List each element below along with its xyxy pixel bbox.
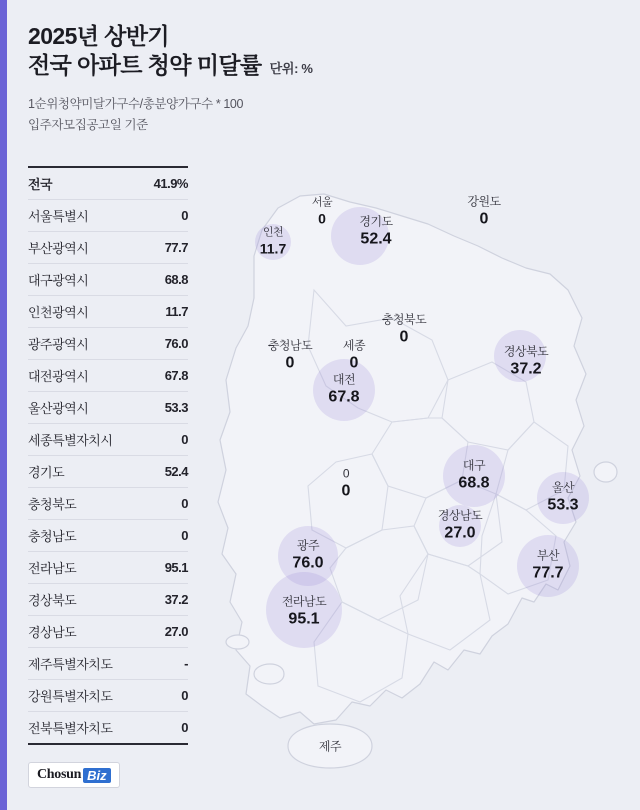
table-row [28, 456, 188, 488]
region-value: 76.0 [292, 555, 324, 573]
row-label: 대구광역시 [28, 273, 89, 288]
region-label-jeonbuk [342, 467, 351, 502]
region-name: 전라남도 [281, 594, 327, 609]
row-value: 53.3 [164, 400, 188, 415]
region-value: 11.7 [259, 240, 287, 257]
table-row [28, 552, 188, 584]
row-value: 11.7 [165, 304, 188, 319]
region-label-gyeongbuk [504, 345, 548, 380]
region-name: 인천 [262, 226, 284, 239]
region-name: 부산 [536, 548, 560, 563]
row-label: 전국 [28, 177, 53, 192]
region-value: 37.2 [510, 361, 542, 379]
region-name: 울산 [551, 480, 575, 495]
table-row [28, 360, 188, 392]
region-label-gyeonggi [359, 215, 392, 250]
row-label: 경상북도 [28, 593, 77, 608]
region-value: 52.4 [360, 231, 392, 249]
region-value: 0 [479, 211, 489, 229]
table-row [28, 264, 188, 296]
region-value: 77.7 [532, 565, 564, 583]
logo-biz-badge: Biz [83, 768, 111, 783]
row-label: 전라남도 [28, 561, 77, 576]
row-label: 제주특별자치도 [28, 657, 113, 672]
table-row [28, 680, 188, 712]
region-value: 0 [318, 210, 326, 227]
row-label: 충청남도 [28, 529, 77, 544]
table-row [28, 166, 188, 200]
region-label-daegu [458, 459, 489, 494]
region-label-gwangju [292, 539, 323, 574]
region-name: 대구 [462, 458, 486, 473]
subnote [28, 94, 243, 135]
row-value: 41.9% [153, 176, 188, 191]
region-value: 0 [285, 355, 295, 373]
table-row [28, 232, 188, 264]
row-label: 울산광역시 [28, 401, 89, 416]
region-label-daejeon [328, 373, 359, 408]
row-value: 0 [181, 208, 188, 223]
unit-label: 단위: % [269, 61, 313, 77]
region-name: 강원도 [467, 194, 501, 209]
title-line-1: 2025년 상반기 [28, 23, 170, 49]
korea-map [196, 150, 626, 790]
row-value: 52.4 [164, 464, 188, 479]
region-name: 서울 [311, 196, 333, 209]
region-value: 67.8 [328, 389, 360, 407]
region-name: 충청남도 [267, 338, 313, 353]
table-row [28, 616, 188, 648]
table-row [28, 296, 188, 328]
region-name: 대전 [332, 372, 356, 387]
region-value: 53.3 [547, 497, 579, 515]
page-title [28, 22, 313, 81]
row-label: 광주광역시 [28, 337, 89, 352]
region-label-gangwon [467, 195, 500, 230]
row-label: 부산광역시 [28, 241, 89, 256]
row-value: 37.2 [164, 592, 188, 607]
table-row [28, 648, 188, 680]
region-name: 경상북도 [503, 344, 549, 359]
row-value: 76.0 [164, 336, 188, 351]
row-value: 68.8 [164, 272, 188, 287]
region-value: 0 [399, 329, 409, 347]
left-accent-bar [0, 0, 7, 810]
region-value: 27.0 [444, 525, 476, 543]
title-line-2: 전국 아파트 청약 미달률 [28, 52, 262, 79]
region-label-chungnam [268, 339, 312, 374]
chosunbiz-logo [28, 762, 120, 788]
row-value: 0 [181, 496, 188, 511]
row-label: 대전광역시 [28, 369, 89, 384]
row-value: 77.7 [164, 240, 188, 255]
logo-chosun-text: Chosun [37, 767, 82, 782]
row-value: 0 [181, 528, 188, 543]
row-value: 95.1 [164, 560, 188, 575]
region-label-jeju: 제주 [318, 739, 342, 754]
region-label-incheon [260, 227, 286, 258]
region-value: 68.8 [458, 475, 490, 493]
row-value: - [184, 656, 188, 671]
subnote-line-2: 입주자모집공고일 기준 [28, 117, 148, 132]
row-value: 0 [181, 432, 188, 447]
region-name: 경기도 [359, 214, 393, 229]
data-table [28, 166, 188, 745]
row-label: 경기도 [28, 465, 65, 480]
row-label: 인천광역시 [28, 305, 89, 320]
table-row [28, 712, 188, 745]
region-name: 0 [342, 466, 350, 481]
row-value: 0 [181, 688, 188, 703]
row-label: 세종특별자치시 [28, 433, 113, 448]
subnote-line-1: 1순위청약미달가구수/총분양가구수 * 100 [28, 97, 244, 111]
region-label-seoul [312, 197, 332, 228]
table-row [28, 520, 188, 552]
row-value: 0 [181, 720, 188, 735]
region-value: 95.1 [288, 611, 320, 629]
region-name: 충청북도 [381, 312, 427, 327]
region-label-jeonnam [282, 595, 326, 630]
table-row [28, 328, 188, 360]
region-value: 0 [349, 355, 359, 373]
row-value: 27.0 [164, 624, 188, 639]
region-label-sejong [343, 339, 365, 374]
row-label: 충청북도 [28, 497, 77, 512]
table-row [28, 488, 188, 520]
row-value: 67.8 [164, 368, 188, 383]
region-label-ulsan [547, 481, 578, 516]
region-value: 0 [341, 483, 351, 501]
region-label-busan [532, 549, 563, 584]
table-row [28, 200, 188, 232]
row-label: 강원특별자치도 [28, 689, 113, 704]
region-name: 세종 [342, 338, 366, 353]
table-row [28, 584, 188, 616]
region-name: 경상남도 [437, 508, 483, 523]
table-row [28, 392, 188, 424]
region-label-gyeongnam [438, 509, 482, 544]
table-row [28, 424, 188, 456]
row-label: 전북특별자치도 [28, 721, 113, 736]
row-label: 경상남도 [28, 625, 77, 640]
region-name: 광주 [296, 538, 320, 553]
row-label: 서울특별시 [28, 209, 89, 224]
region-label-chungbuk [382, 313, 426, 348]
